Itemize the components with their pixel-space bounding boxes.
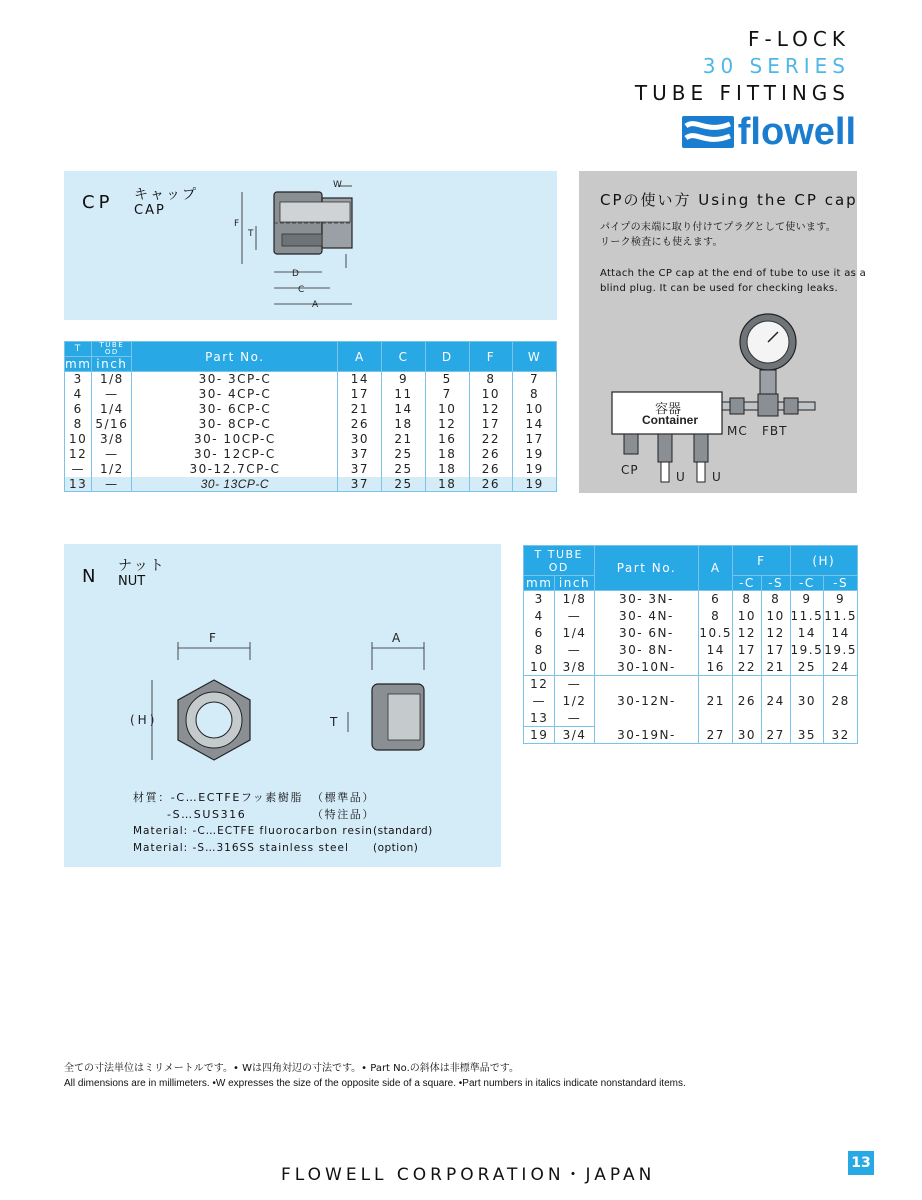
nut-cell-inch: — [555, 608, 594, 625]
nut-dim-t: T [330, 715, 338, 729]
cp-usage-title: CPの使い方 Using the CP cap [600, 191, 858, 209]
nut-cell-inch: 3/8 [555, 659, 594, 676]
nut-cell-hc: 11.5 [790, 609, 824, 623]
cp-cell-part: 30- 3CP-C [132, 372, 338, 387]
nut-r19-a: 27 [699, 727, 733, 744]
nut-code: N [82, 566, 100, 587]
cp-cell-c: 21 [382, 432, 426, 447]
leak-test-diagram [600, 310, 830, 486]
table-row [65, 402, 557, 417]
cp-cell-d: 18 [425, 462, 469, 477]
material-en-2a: Material: -S…316SS stainless steel [133, 842, 349, 854]
cp-cell-c: 9 [382, 372, 426, 387]
cp-cell-d: 12 [425, 417, 469, 432]
nut-r19-hc: 35 [790, 727, 824, 744]
cp-cell-mm: 12 [65, 447, 92, 462]
nut-cell-a: 14 [699, 642, 733, 659]
material-en-1b: (standard) [373, 825, 433, 837]
series-title-30-series: 30 SERIES [702, 54, 850, 78]
nut-cell-fs: 8 [761, 591, 790, 608]
nut-g12-hs: 28 [824, 676, 858, 727]
cp-cell-a: 37 [338, 477, 382, 492]
cp-cell-inch: 5/16 [92, 417, 132, 432]
nut-head-f-c: -C [733, 576, 762, 591]
nut-cell-mm: 4 [524, 608, 555, 625]
nut-head-f-s: -S [761, 576, 790, 591]
cp-head-t: T [65, 342, 92, 357]
cp-cell-d: 7 [425, 387, 469, 402]
cp-cell-inch: — [92, 387, 132, 402]
cp-cell-a: 17 [338, 387, 382, 402]
cp-cell-c: 25 [382, 477, 426, 492]
cp-cell-mm: 13 [65, 477, 92, 492]
cp-cell-inch: 1/8 [92, 372, 132, 387]
nut-cell-a: 8 [699, 608, 733, 625]
nut-cell-hc: 19.5 [790, 643, 824, 657]
cp-usage-en-2: blind plug. It can be used for checking leaks. [600, 283, 838, 294]
cp-cell-w: 7 [513, 372, 557, 387]
nut-head-h-c: -C [790, 576, 824, 591]
cp-cell-mm: — [65, 462, 92, 477]
cp-cell-part: 30- 12CP-C [132, 447, 338, 462]
series-title-tube-fittings: TUBE FITTINGS [634, 81, 850, 105]
nut-g12-mm2: — [524, 693, 555, 710]
nut-head-h: (H) [790, 546, 857, 576]
nut-cell-hs: 24 [824, 659, 858, 676]
nut-cell-inch: 1/8 [555, 591, 594, 608]
cp-dim-a: A [312, 300, 319, 310]
cp-cell-d: 10 [425, 402, 469, 417]
nut-cell-hs: 19.5 [824, 643, 857, 657]
cp-cell-w: 14 [513, 417, 557, 432]
material-jp-2a: -S…SUS316 [167, 808, 247, 821]
corporation-name: FLOWELL CORPORATION・JAPAN [281, 1165, 656, 1185]
nut-cell-mm: 10 [524, 659, 555, 676]
nut-head-a: A [699, 546, 733, 591]
cp-head-a: A [338, 342, 382, 372]
nut-cell-hs: 11.5 [824, 609, 857, 623]
table-row [65, 447, 557, 462]
nut-cell-part: 30- 3N- [594, 591, 699, 608]
cp-cell-d: 16 [425, 432, 469, 447]
nut-cell-a: 6 [699, 591, 733, 608]
table-row [65, 417, 557, 432]
cp-cell-a: 21 [338, 402, 382, 417]
table-row [524, 676, 858, 693]
nut-g12-inch2: 1/2 [555, 693, 594, 710]
series-title-flock: F-LOCK [748, 27, 850, 51]
cp-cell-mm: 6 [65, 402, 92, 417]
cp-cell-c: 18 [382, 417, 426, 432]
cp-dim-d: D [292, 269, 299, 279]
nut-g12-inch1: — [555, 676, 594, 693]
table-row [65, 477, 557, 492]
cp-cell-f: 26 [469, 477, 513, 492]
nut-cell-a: 16 [699, 659, 733, 676]
cp-cell-w: 10 [513, 402, 557, 417]
nut-cell-fc: 8 [733, 591, 762, 608]
cp-usage-jp-1: パイプの末端に取り付けてプラグとして使います。 [600, 222, 836, 233]
nut-cell-fc: 10 [733, 608, 762, 625]
table-row [65, 432, 557, 447]
nut-cell-hc: 25 [790, 659, 824, 676]
material-jp-2b: （特注品） [312, 808, 375, 821]
nut-cell-part: 30-10N- [594, 659, 699, 676]
flowell-logo-mark-icon [682, 116, 734, 148]
label-fbt: FBT [762, 424, 788, 438]
cp-name-jp: キャップ [134, 187, 198, 203]
nut-head-h-s: -S [824, 576, 858, 591]
nut-cell-part: 30- 6N- [594, 625, 699, 642]
container-label-en: Container [642, 413, 699, 427]
cp-cell-part: 30- 8CP-C [132, 417, 338, 432]
cp-cell-mm: 8 [65, 417, 92, 432]
footnote-jp: 全ての寸法単位はミリメートルです。• Wは四角対辺の寸法です。• Part No.の斜体は非標準品です。 [64, 1063, 519, 1074]
cp-cell-f: 8 [469, 372, 513, 387]
nut-cell-fs: 12 [761, 625, 790, 642]
cp-cap-drawing [230, 178, 360, 314]
table-row [524, 659, 858, 676]
nut-head-tube-od-text: T TUBE OD [534, 547, 583, 574]
cp-code: CP [82, 192, 114, 213]
cp-cell-inch: 1/4 [92, 402, 132, 417]
label-mc: MC [727, 424, 748, 438]
cp-cell-f: 17 [469, 417, 513, 432]
cp-dimension-table [64, 341, 557, 492]
nut-r19-hs: 32 [824, 727, 858, 744]
material-jp-1a: 材質：-C…ECTFEフッ素樹脂 [133, 791, 304, 804]
cp-cell-w: 19 [513, 447, 557, 462]
nut-cell-fs: 10 [761, 608, 790, 625]
cp-dim-w: W [333, 180, 342, 190]
nut-drawing [126, 640, 446, 770]
flowell-logo [682, 111, 856, 153]
nut-r19-fs: 27 [761, 727, 790, 744]
footnote-en: All dimensions are in millimeters. •W expresses the size of the opposite side of a square. •Part numbers in italics indicate nonstandard items. [64, 1078, 686, 1089]
table-row [524, 727, 858, 744]
nut-cell-hs: 14 [824, 625, 858, 642]
nut-cell-hc: 9 [790, 591, 824, 608]
nut-r19-inch: 3/4 [555, 727, 594, 744]
nut-cell-fc: 22 [733, 659, 762, 676]
cp-cell-c: 25 [382, 462, 426, 477]
nut-head-f: F [733, 546, 790, 576]
label-u-1: U [676, 470, 685, 484]
cp-head-mm: mm [65, 357, 92, 371]
nut-r19-fc: 30 [733, 727, 762, 744]
cp-cell-f: 26 [469, 447, 513, 462]
nut-g12-fc: 26 [733, 676, 762, 727]
nut-head-mm: mm [524, 576, 555, 591]
table-row [65, 372, 557, 387]
cp-head-w: W [513, 342, 557, 372]
nut-cell-a: 10.5 [699, 626, 733, 640]
cp-cell-f: 26 [469, 462, 513, 477]
cp-cell-a: 14 [338, 372, 382, 387]
nut-g12-a: 21 [699, 676, 733, 727]
cp-cell-inch: — [92, 477, 132, 492]
cp-cell-f: 22 [469, 432, 513, 447]
nut-cell-fc: 17 [733, 642, 762, 659]
cp-head-d: D [425, 342, 469, 372]
cp-cell-part: 30- 13CP-C [132, 477, 338, 492]
cp-cell-f: 10 [469, 387, 513, 402]
label-u-2: U [712, 470, 721, 484]
cp-cell-inch: — [92, 447, 132, 462]
nut-cell-mm: 3 [524, 591, 555, 608]
nut-dim-h: (H) [130, 713, 158, 727]
cp-head-f: F [469, 342, 513, 372]
cp-cell-d: 5 [425, 372, 469, 387]
material-en-2b: (option) [373, 842, 419, 854]
cp-cell-inch: 1/2 [92, 462, 132, 477]
nut-name-en: NUT [118, 574, 146, 589]
nut-dim-f: F [209, 631, 216, 645]
cp-cell-w: 17 [513, 432, 557, 447]
nut-cell-fs: 21 [761, 659, 790, 676]
cp-dim-t: T [248, 229, 254, 239]
nut-r19-mm: 19 [524, 727, 555, 744]
cp-cell-part: 30- 10CP-C [132, 432, 338, 447]
table-row [524, 608, 858, 625]
nut-cell-part: 30- 4N- [594, 608, 699, 625]
page-number: 13 [848, 1151, 874, 1175]
nut-cell-hs: 9 [824, 591, 858, 608]
nut-g12-part: 30-12N- [594, 676, 699, 727]
cp-head-inch: inch [92, 357, 132, 372]
cp-cell-part: 30- 6CP-C [132, 402, 338, 417]
label-cp: CP [621, 463, 639, 477]
nut-cell-inch: — [555, 642, 594, 659]
cp-head-part: Part No. [132, 342, 338, 372]
nut-head-inch: inch [555, 576, 594, 591]
nut-cell-hc: 14 [790, 625, 824, 642]
cp-cell-d: 18 [425, 447, 469, 462]
cp-cell-part: 30-12.7CP-C [132, 462, 338, 477]
cp-cell-c: 25 [382, 447, 426, 462]
cp-cell-a: 26 [338, 417, 382, 432]
nut-r19-part: 30-19N- [594, 727, 699, 744]
nut-cell-fs: 17 [761, 642, 790, 659]
cp-name-en: CAP [134, 203, 166, 218]
nut-cell-part: 30- 8N- [594, 642, 699, 659]
nut-g12-mm1: 12 [524, 676, 555, 693]
cp-cell-w: 19 [513, 477, 557, 492]
cp-cell-a: 37 [338, 462, 382, 477]
cp-head-c: C [382, 342, 426, 372]
cp-cell-w: 19 [513, 462, 557, 477]
cp-cell-a: 37 [338, 447, 382, 462]
cp-cell-inch: 3/8 [92, 432, 132, 447]
nut-g12-fs: 24 [761, 676, 790, 727]
nut-cell-fc: 12 [733, 625, 762, 642]
table-row [65, 387, 557, 402]
table-row [524, 625, 858, 642]
table-row [65, 462, 557, 477]
cp-cell-mm: 4 [65, 387, 92, 402]
nut-dim-a: A [392, 631, 401, 645]
cp-cell-part: 30- 4CP-C [132, 387, 338, 402]
nut-head-tube-od [524, 546, 595, 576]
nut-name-jp: ナット [118, 558, 166, 574]
cp-head-tube-od: TUBE OD [92, 342, 132, 357]
nut-head-part: Part No. [594, 546, 699, 591]
material-jp-1b: （標準品） [312, 791, 375, 804]
cp-cell-f: 12 [469, 402, 513, 417]
flowell-logo-text: flowell [737, 111, 856, 153]
cp-usage-jp-2: リーク検査にも使えます。 [600, 237, 723, 248]
nut-dimension-table [523, 545, 858, 744]
material-en-1a: Material: -C…ECTFE fluorocarbon resin [133, 825, 373, 837]
nut-g12-inch3: — [555, 710, 594, 727]
cp-dim-f: F [234, 219, 240, 229]
cp-cell-mm: 3 [65, 372, 92, 387]
table-row [524, 591, 858, 608]
cp-dim-c: C [298, 285, 305, 295]
cp-cell-a: 30 [338, 432, 382, 447]
cp-cell-mm: 10 [65, 432, 92, 447]
cp-usage-en-1: Attach the CP cap at the end of tube to use it as a [600, 268, 867, 279]
nut-g12-mm3: 13 [524, 710, 555, 727]
container-label-jp: 容器 [655, 402, 682, 417]
cp-cell-w: 8 [513, 387, 557, 402]
cp-cell-c: 14 [382, 402, 426, 417]
nut-cell-mm: 6 [524, 625, 555, 642]
nut-cell-mm: 8 [524, 642, 555, 659]
cp-cell-c: 11 [382, 387, 426, 402]
nut-cell-inch: 1/4 [555, 625, 594, 642]
nut-g12-hc: 30 [790, 676, 824, 727]
cp-cell-d: 18 [425, 477, 469, 492]
table-row [524, 642, 858, 659]
